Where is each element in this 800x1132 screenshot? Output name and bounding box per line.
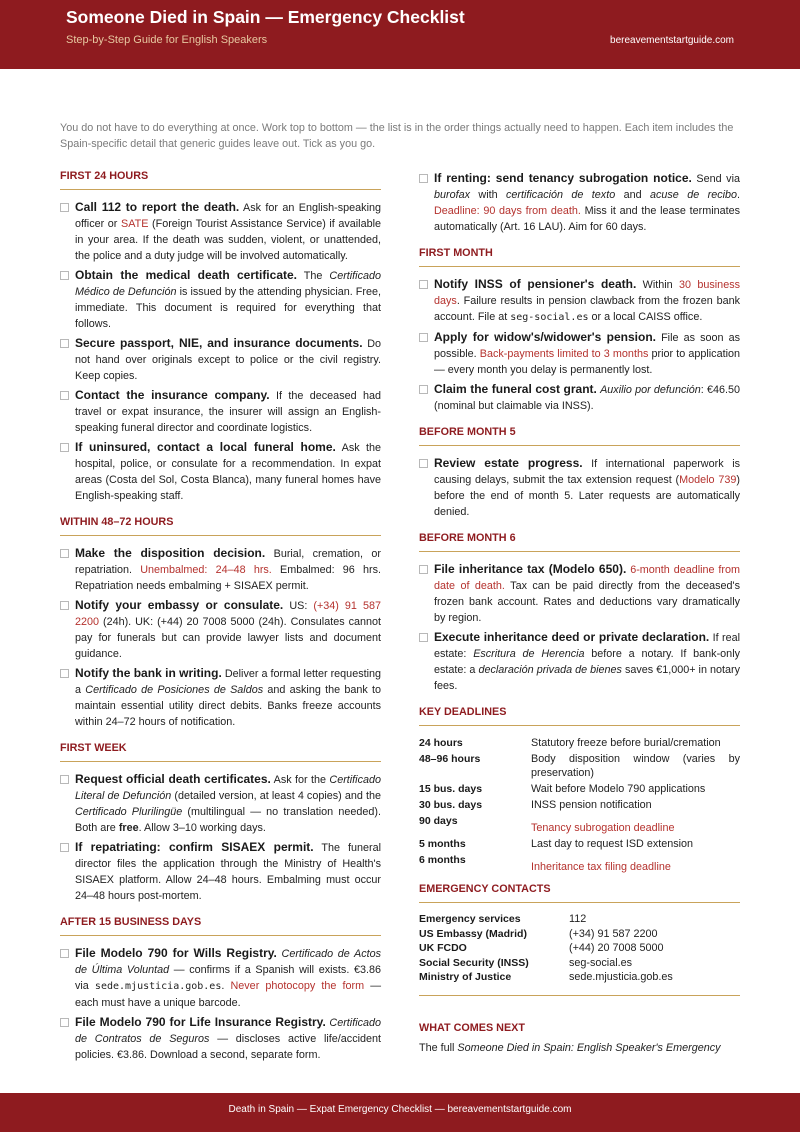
checkbox[interactable] — [60, 443, 69, 452]
page-title: Someone Died in Spain — Emergency Checklist — [66, 7, 465, 27]
checkbox[interactable] — [419, 333, 428, 342]
table-row: US Embassy (Madrid) (+34) 91 587 2200 — [419, 927, 658, 940]
table-row: 90 days Tenancy subrogation deadline — [419, 815, 675, 834]
checklist-item[interactable]: Notify the bank in writing. Deliver a formal letter requesting a Certificado de Posiciones de Saldos and asking the bank to maintain essential utility direct debits. Banks freeze accounts within 24–72 hours of notification. — [60, 665, 381, 730]
checklist-item[interactable]: Contact the insurance company. If the deceased had travel or expat insurance, the insurer will assign an English-speaking funeral director and coordinate logistics. — [60, 387, 381, 436]
checklist-item[interactable]: File Modelo 790 for Wills Registry. Certificado de Actos de Última Voluntad — confirms if a Spanish will exists. €3.86 via sede.mjusticia.gob.es. Never photocopy the form — each must have a unique barcode. — [60, 945, 381, 1011]
checklist-item[interactable]: Call 112 to report the death. Ask for an English-speaking officer or SATE (Foreign Tourist Assistance Service) if available in your area. If the death was sudden, violent, or unattended, the police and a duty judge will be involved automatically. — [60, 199, 381, 264]
section-key-deadlines: KEY DEADLINES — [419, 706, 740, 726]
intro-text: You do not have to do everything at once. Work top to bottom — the list is in the order things actually need to happen. Each item includes the Spain-specific detail that generic guides leave out. Tick as you go. — [60, 122, 734, 150]
emergency-contacts-table — [419, 912, 740, 985]
checkbox[interactable] — [60, 949, 69, 958]
checklist-item[interactable]: Notify your embassy or consulate. US: (+34) 91 587 2200 (24h). UK: (+44) 20 7008 5000 (24h). Consulates cannot pay for funerals but can provide lawyer lists and document guidance. — [60, 597, 381, 662]
checkbox[interactable] — [60, 549, 69, 558]
site-link[interactable]: bereavementstartguide.com — [610, 35, 734, 46]
checklist-item[interactable]: Secure passport, NIE, and insurance documents. Do not hand over originals except to police or the civil registry. Keep copies. — [60, 335, 381, 384]
table-row: Social Security (INSS) seg-social.es — [419, 956, 633, 969]
key-deadlines-table — [419, 735, 740, 875]
checklist-item[interactable]: File inheritance tax (Modelo 650). 6-month deadline from date of death. Tax can be paid directly from the deceased's frozen bank account. Rates and deductions vary dramatically by region. — [419, 561, 740, 626]
table-row: 5 months Last day to request ISD extension — [419, 838, 694, 850]
table-row: 24 hours Statutory freeze before burial/cremation — [419, 737, 721, 749]
section-before-month-6: BEFORE MONTH 6 — [419, 532, 740, 552]
page-subtitle: Step-by-Step Guide for English Speakers — [66, 34, 268, 46]
emergency-contacts-block — [419, 912, 740, 996]
checkbox[interactable] — [419, 565, 428, 574]
section-what-comes-next: WHAT COMES NEXT — [419, 1021, 525, 1034]
what-next-text: The full Someone Died in Spain: English Speaker's Emergency — [419, 1041, 721, 1054]
checkbox[interactable] — [60, 601, 69, 610]
section-after-15-business-days: AFTER 15 BUSINESS DAYS — [60, 916, 381, 936]
checkbox[interactable] — [60, 669, 69, 678]
checklist-item[interactable]: Review estate progress. If international paperwork is causing delays, submit the tax extension request (Modelo 739) before the end of month 5. Later requests are automatically denied. — [419, 455, 740, 520]
checkbox[interactable] — [419, 174, 428, 183]
checkbox[interactable] — [419, 385, 428, 394]
table-row: UK FCDO (+44) 20 7008 5000 — [419, 942, 664, 955]
section-emergency-contacts: EMERGENCY CONTACTS — [419, 883, 740, 903]
checklist-item[interactable]: If uninsured, contact a local funeral home. Ask the hospital, police, or consulate for a recommendation. In expat areas (Costa del Sol, Costa Blanca), many funeral homes have English-speaking staff. — [60, 439, 381, 504]
checklist-item[interactable]: Apply for widow's/widower's pension. File as soon as possible. Back-payments limited to 3 months prior to application — every month you delay is permanently lost. — [419, 329, 740, 378]
checkbox[interactable] — [419, 459, 428, 468]
checkbox[interactable] — [60, 271, 69, 280]
table-row: 30 bus. days INSS pension notification — [419, 799, 652, 811]
table-row: Ministry of Justice sede.mjusticia.gob.es — [419, 971, 673, 984]
checklist-item[interactable]: If renting: send tenancy subrogation notice. Send via burofax with certificación de texto and acuse de recibo. Deadline: 90 days from death. Miss it and the lease terminates automatically (Art. 16 LAU). Aim for 60 days. — [419, 170, 740, 235]
section-first-week: FIRST WEEK — [60, 742, 381, 762]
checklist-item[interactable]: Make the disposition decision. Burial, cremation, or repatriation. Unembalmed: 24–48 hrs. Embalmed: 96 hrs. Repatriation needs embalming + SISAEX permit. — [60, 545, 381, 594]
checklist-item[interactable]: Notify INSS of pensioner's death. Within 30 business days. Failure results in pension clawback from the frozen bank account. File at seg-social.es or a local CAISS office. — [419, 276, 740, 326]
checkbox[interactable] — [60, 843, 69, 852]
page-footer: Death in Spain — Expat Emergency Checklist — bereavementstartguide.com — [0, 1093, 800, 1132]
section-first-24-hours: FIRST 24 HOURS — [60, 170, 381, 190]
table-row: 15 bus. days Wait before Modelo 790 applications — [419, 783, 706, 795]
section-before-month-5: BEFORE MONTH 5 — [419, 426, 740, 446]
checklist-item[interactable]: File Modelo 790 for Life Insurance Registry. Certificado de Contratos de Seguros — discloses active life/accident policies. €3.86. Download a second, separate form. — [60, 1014, 381, 1063]
checkbox[interactable] — [419, 633, 428, 642]
left-column — [60, 170, 381, 1066]
checkbox[interactable] — [60, 391, 69, 400]
checkbox[interactable] — [60, 1018, 69, 1027]
table-row: 6 months Inheritance tax filing deadline — [419, 854, 671, 873]
page-header — [0, 0, 800, 69]
section-within-48-72-hours: WITHIN 48–72 HOURS — [60, 516, 381, 536]
right-column — [419, 170, 740, 1056]
checklist-item[interactable]: Claim the funeral cost grant. Auxilio por defunción: €46.50 (nominal but claimable via INSS). — [419, 381, 740, 414]
checklist-item[interactable]: If repatriating: confirm SISAEX permit. The funeral director files the application through the Ministry of Health's SISAEX platform. Allow 24–48 hours. Embalming must occur 24–48 hours post-mortem. — [60, 839, 381, 904]
checkbox[interactable] — [419, 280, 428, 289]
table-row: Emergency services 112 — [419, 913, 587, 925]
checkbox[interactable] — [60, 203, 69, 212]
checkbox[interactable] — [60, 775, 69, 784]
section-first-month: FIRST MONTH — [419, 247, 740, 267]
checklist-item[interactable]: Execute inheritance deed or private declaration. If real estate: Escritura de Herencia before a notary. If bank-only estate: a declaración privada de bienes saves €1,000+ in notary fees. — [419, 629, 740, 694]
table-row: 48–96 hours Body disposition window (varies by preservation) — [419, 753, 740, 779]
checklist-item[interactable]: Request official death certificates. Ask for the Certificado Literal de Defunción (detailed version, at least 4 copies) and the Certificado Plurilingüe (multilingual — no translation needed). Both are free. Allow 3–10 working days. — [60, 771, 381, 836]
checkbox[interactable] — [60, 339, 69, 348]
checklist-item[interactable]: Obtain the medical death certificate. The Certificado Médico de Defunción is issued by the attending physician. Free, immediate. This document is required for everything that follows. — [60, 267, 381, 332]
